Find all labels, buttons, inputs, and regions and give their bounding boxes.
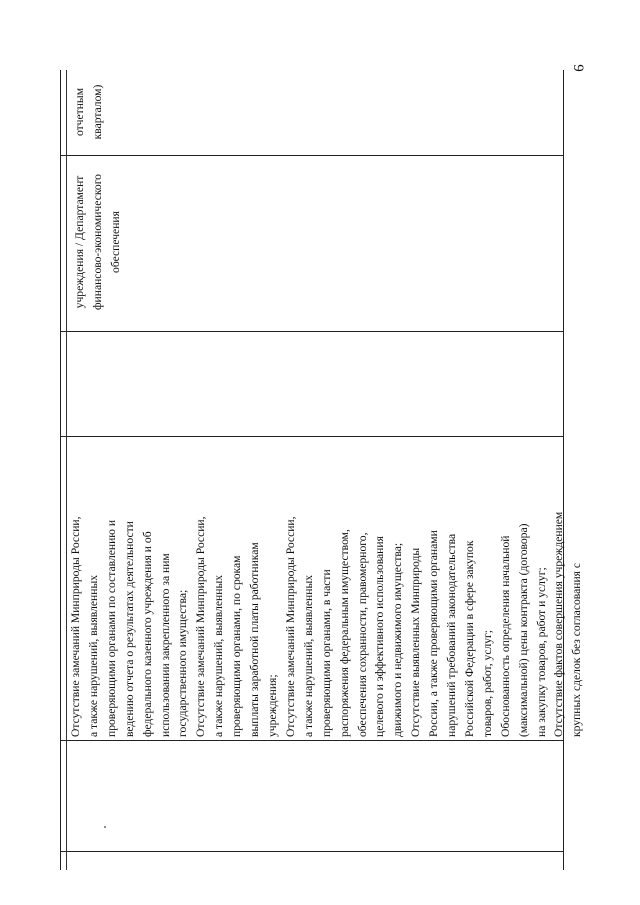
requirement-line: а также нарушений, выявленных [301, 574, 315, 737]
requirement-line: использовании закрепленного за ним [158, 553, 172, 737]
requirement-line: Отсутствие выявленных Минприроды [409, 547, 423, 737]
requirement-line: Отсутствие фактов совершения учреждением [552, 511, 566, 737]
requirement-line: целевого и эффективного использования [373, 536, 387, 737]
requirement-line: федерального казенного учреждения и об [140, 531, 154, 737]
column-divider [60, 740, 563, 741]
requirement-line: а также нарушений, выявленных [212, 574, 226, 737]
column-divider [60, 851, 563, 852]
requirement-line: государственного имущества; [176, 589, 190, 737]
period-line: кварталом) [90, 84, 104, 140]
requirement-line: крупных сделок без согласования с [570, 562, 584, 737]
requirement-line: учреждения; [265, 674, 279, 737]
period-cell [71, 72, 107, 152]
requirement-line: России, а также проверяющими органами [427, 530, 441, 737]
requirement-line: Российской Федерации в сфере закупок [462, 540, 476, 737]
requirement-line: а также нарушений, выявленных [86, 574, 100, 737]
requirement-line: проверяющими органами, по срокам [230, 555, 244, 737]
requirement-line: Отсутствие замечаний Минприроды России, [194, 516, 208, 737]
requirement-line: Отсутствие замечаний Минприроды России, [69, 516, 82, 737]
requirements-cell [67, 439, 586, 737]
requirement-line: распоряжения федеральным имуществом, [337, 529, 351, 737]
responsible-line: финансово-экономического [90, 174, 104, 310]
responsible-line: учреждения / Департамент [73, 175, 86, 309]
requirement-line: обеспечения сохранности, правомерного, [355, 532, 369, 737]
requirement-line: ведению отчета о результатах деятельности [122, 521, 136, 737]
requirement-line: Отсутствие замечаний Минприроды России, [283, 516, 297, 737]
requirement-line: на закупку товаров, работ и услуг; [534, 567, 548, 737]
period-line: отчетным [73, 87, 86, 137]
column-divider [60, 155, 563, 156]
requirement-line: проверяющими органами по составлению и [104, 519, 118, 737]
responsible-cell [71, 158, 125, 326]
requirement-line: проверяющими органами, в части [319, 569, 333, 737]
requirement-line: движимого и недвижимого имущества; [391, 542, 405, 737]
requirement-line: товаров, работ, услуг; [480, 629, 494, 737]
requirement-line: (максимальной) цены контракта (договора) [516, 523, 530, 737]
page-number: 9 [570, 64, 586, 72]
responsible-line: обеспечения [108, 211, 122, 273]
scan-speck [104, 826, 106, 828]
requirement-line: выплаты заработной платы работникам [248, 542, 262, 737]
requirement-line: нарушений требований законодательства [445, 533, 459, 737]
column-divider [60, 331, 563, 332]
requirement-line: Обоснованность определения начальной [498, 535, 512, 737]
column-divider [60, 436, 563, 437]
